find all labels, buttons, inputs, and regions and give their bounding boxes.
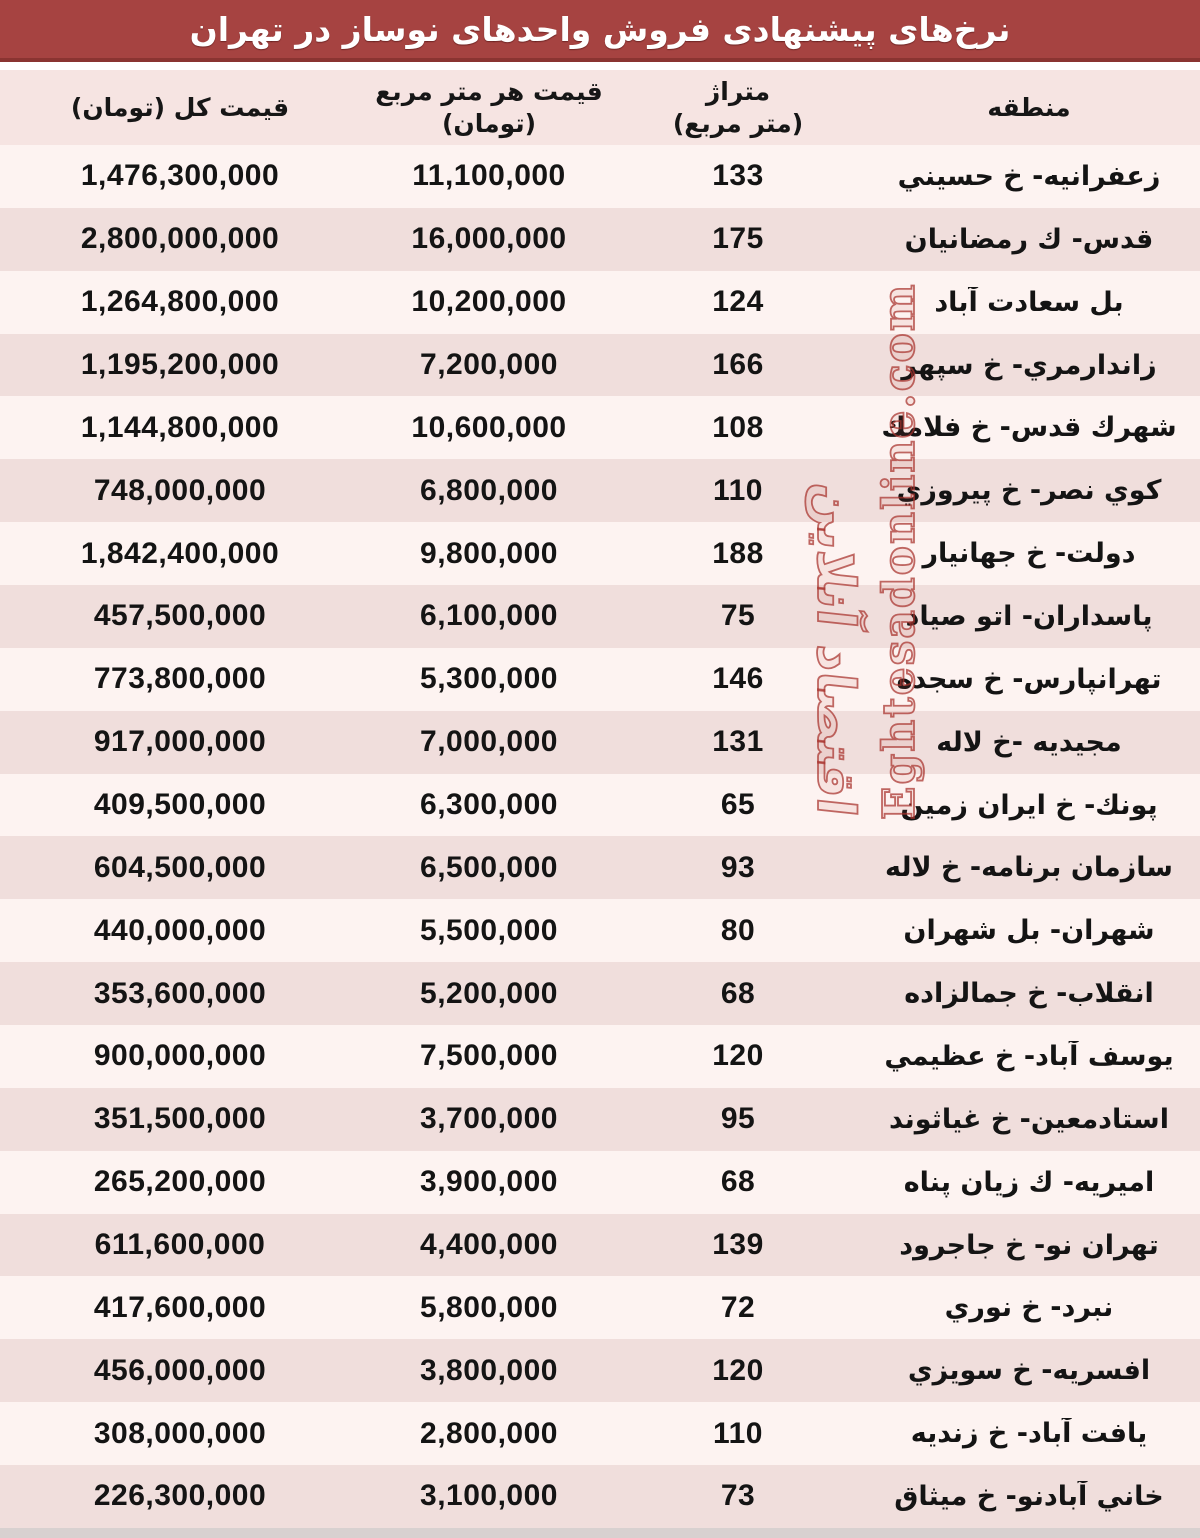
table-row bbox=[0, 1276, 1200, 1339]
table-row bbox=[0, 648, 1200, 711]
region-cell: شهران- بل شهران bbox=[903, 915, 1155, 947]
area-cell: 120 bbox=[712, 1353, 764, 1387]
price-per-cell: 5,800,000 bbox=[420, 1290, 558, 1324]
total-price-cell: 308,000,000 bbox=[93, 1416, 267, 1450]
table-header-row bbox=[0, 70, 1200, 145]
price-per-cell: 11,100,000 bbox=[412, 159, 566, 193]
total-price-cell: 2,800,000,000 bbox=[80, 222, 280, 256]
header-region-label: منطقه bbox=[987, 92, 1071, 122]
region-cell: يوسف آباد- خ عظيمي bbox=[884, 1040, 1174, 1072]
region-cell: تهران نو- خ جاجرود bbox=[899, 1229, 1159, 1261]
table-row bbox=[0, 1025, 1200, 1088]
table-row bbox=[0, 1465, 1200, 1528]
area-cell: 166 bbox=[712, 348, 764, 381]
region-cell: سازمان برنامه- خ لاله bbox=[885, 852, 1173, 884]
region-cell: زاندارمري- خ سپهر bbox=[901, 349, 1157, 381]
region-cell: اميريه- ك زيان پناه bbox=[903, 1166, 1155, 1198]
total-price-cell: 773,800,000 bbox=[93, 662, 267, 696]
area-cell: 65 bbox=[720, 788, 756, 822]
region-cell: بل سعادت آباد bbox=[934, 286, 1124, 318]
area-cell: 110 bbox=[713, 473, 763, 507]
area-cell: 131 bbox=[712, 725, 764, 759]
region-cell: دولت- خ جهانيار bbox=[922, 538, 1136, 570]
total-price-cell: 456,000,000 bbox=[93, 1353, 267, 1387]
area-cell: 120 bbox=[712, 1039, 764, 1073]
price-per-cell: 10,200,000 bbox=[411, 285, 567, 319]
total-price-cell: 917,000,000 bbox=[93, 725, 267, 759]
table-row bbox=[0, 899, 1200, 962]
table-row bbox=[0, 1151, 1200, 1214]
price-per-cell: 2,800,000 bbox=[420, 1416, 558, 1450]
area-cell: 93 bbox=[720, 850, 756, 884]
header-area bbox=[618, 76, 858, 139]
table-row bbox=[0, 208, 1200, 271]
area-cell: 124 bbox=[712, 285, 764, 319]
price-per-cell: 9,800,000 bbox=[420, 536, 558, 570]
region-cell: انقلاب- خ جمالزاده bbox=[904, 978, 1154, 1010]
region-cell: پاسداران- اتو صياد bbox=[905, 600, 1153, 632]
region-cell: پونك- خ ايران زمين bbox=[900, 789, 1158, 821]
table-body bbox=[0, 145, 1200, 1528]
table-row bbox=[0, 459, 1200, 522]
region-cell: تهرانپارس- خ سجده bbox=[896, 663, 1162, 695]
total-price-cell: 900,000,000 bbox=[93, 1039, 267, 1073]
page-title: نرخ‌های پیشنهادی فروش واحدهای نوساز در تهران bbox=[189, 9, 1011, 49]
total-price-cell: 409,500,000 bbox=[93, 788, 267, 822]
bottom-strip bbox=[0, 1528, 1200, 1538]
region-cell: نبرد- خ نوري bbox=[944, 1292, 1114, 1324]
area-cell: 80 bbox=[720, 913, 756, 947]
area-cell: 188 bbox=[712, 536, 764, 570]
region-cell: افسريه- خ سويزي bbox=[907, 1355, 1151, 1387]
header-price-per bbox=[360, 76, 618, 139]
price-per-cell: 7,000,000 bbox=[420, 725, 558, 759]
table-row bbox=[0, 836, 1200, 899]
price-per-cell: 3,700,000 bbox=[420, 1102, 558, 1136]
header-total-label: قیمت کل (تومان) bbox=[70, 92, 290, 122]
total-price-cell: 611,600,000 bbox=[94, 1228, 266, 1262]
region-cell: مجيديه -خ لاله bbox=[936, 726, 1122, 758]
table-row bbox=[0, 711, 1200, 774]
total-price-cell: 457,500,000 bbox=[93, 599, 267, 633]
total-price-cell: 604,500,000 bbox=[93, 850, 267, 884]
table-row bbox=[0, 145, 1200, 208]
title-separator bbox=[0, 62, 1200, 70]
price-per-cell: 5,500,000 bbox=[420, 913, 558, 947]
table-row bbox=[0, 1088, 1200, 1151]
total-price-cell: 1,842,400,000 bbox=[80, 536, 280, 570]
price-per-cell: 10,600,000 bbox=[411, 410, 567, 444]
region-cell: زعفرانيه- خ حسيني bbox=[897, 160, 1161, 192]
table-row bbox=[0, 271, 1200, 334]
area-cell: 73 bbox=[720, 1479, 756, 1513]
price-per-cell: 6,500,000 bbox=[420, 850, 558, 884]
area-cell: 75 bbox=[720, 599, 756, 633]
area-cell: 133 bbox=[712, 159, 764, 193]
area-cell: 72 bbox=[720, 1290, 756, 1324]
area-cell: 175 bbox=[712, 222, 764, 256]
header-price-per-line1: قیمت هر متر مربع bbox=[375, 77, 603, 107]
header-area-line1: متراژ bbox=[705, 77, 771, 107]
table-row bbox=[0, 522, 1200, 585]
region-cell: خاني آبادنو- خ ميثاق bbox=[894, 1480, 1164, 1512]
area-cell: 108 bbox=[712, 410, 764, 444]
header-total bbox=[0, 92, 360, 123]
total-price-cell: 748,000,000 bbox=[93, 473, 267, 507]
title-bar bbox=[0, 0, 1200, 62]
area-cell: 68 bbox=[720, 976, 756, 1010]
header-price-per-line2: (تومان) bbox=[441, 108, 537, 138]
region-cell: قدس- ك رمضانيان bbox=[904, 223, 1154, 255]
total-price-cell: 1,195,200,000 bbox=[80, 348, 280, 381]
table-row bbox=[0, 774, 1200, 837]
header-region bbox=[858, 92, 1200, 123]
total-price-cell: 1,476,300,000 bbox=[80, 159, 280, 193]
price-per-cell: 3,900,000 bbox=[420, 1165, 558, 1199]
price-per-cell: 6,300,000 bbox=[420, 788, 558, 822]
price-per-cell: 16,000,000 bbox=[411, 222, 567, 256]
table-row bbox=[0, 334, 1200, 397]
total-price-cell: 440,000,000 bbox=[93, 913, 267, 947]
price-per-cell: 7,500,000 bbox=[420, 1039, 558, 1073]
area-cell: 139 bbox=[712, 1228, 764, 1262]
total-price-cell: 265,200,000 bbox=[93, 1165, 267, 1199]
price-per-cell: 7,200,000 bbox=[420, 348, 558, 381]
area-cell: 95 bbox=[720, 1102, 756, 1136]
region-cell: يافت آباد- خ زنديه bbox=[910, 1418, 1148, 1450]
total-price-cell: 351,500,000 bbox=[93, 1102, 267, 1136]
table-row bbox=[0, 962, 1200, 1025]
region-cell: استادمعين- خ غياثوند bbox=[889, 1103, 1169, 1135]
price-per-cell: 6,800,000 bbox=[420, 473, 558, 507]
area-cell: 146 bbox=[712, 662, 764, 696]
total-price-cell: 417,600,000 bbox=[93, 1290, 267, 1324]
total-price-cell: 226,300,000 bbox=[93, 1479, 267, 1513]
region-cell: كوي نصر- خ پيروزي bbox=[896, 475, 1162, 507]
total-price-cell: 353,600,000 bbox=[93, 976, 267, 1010]
price-per-cell: 5,300,000 bbox=[420, 662, 558, 696]
total-price-cell: 1,264,800,000 bbox=[80, 285, 280, 319]
price-per-cell: 5,200,000 bbox=[420, 976, 558, 1010]
price-per-cell: 3,100,000 bbox=[420, 1479, 558, 1513]
table-row bbox=[0, 1402, 1200, 1465]
total-price-cell: 1,144,800,000 bbox=[80, 410, 280, 444]
table-row bbox=[0, 585, 1200, 648]
header-area-line2: (متر مربع) bbox=[672, 108, 804, 138]
price-per-cell: 3,800,000 bbox=[420, 1353, 558, 1387]
table-row bbox=[0, 1214, 1200, 1277]
area-cell: 110 bbox=[713, 1416, 763, 1450]
table-row bbox=[0, 396, 1200, 459]
area-cell: 68 bbox=[720, 1165, 756, 1199]
price-per-cell: 6,100,000 bbox=[420, 599, 558, 633]
price-per-cell: 4,400,000 bbox=[420, 1228, 558, 1262]
table-row bbox=[0, 1339, 1200, 1402]
region-cell: شهرك قدس- خ فلامك bbox=[881, 412, 1177, 444]
